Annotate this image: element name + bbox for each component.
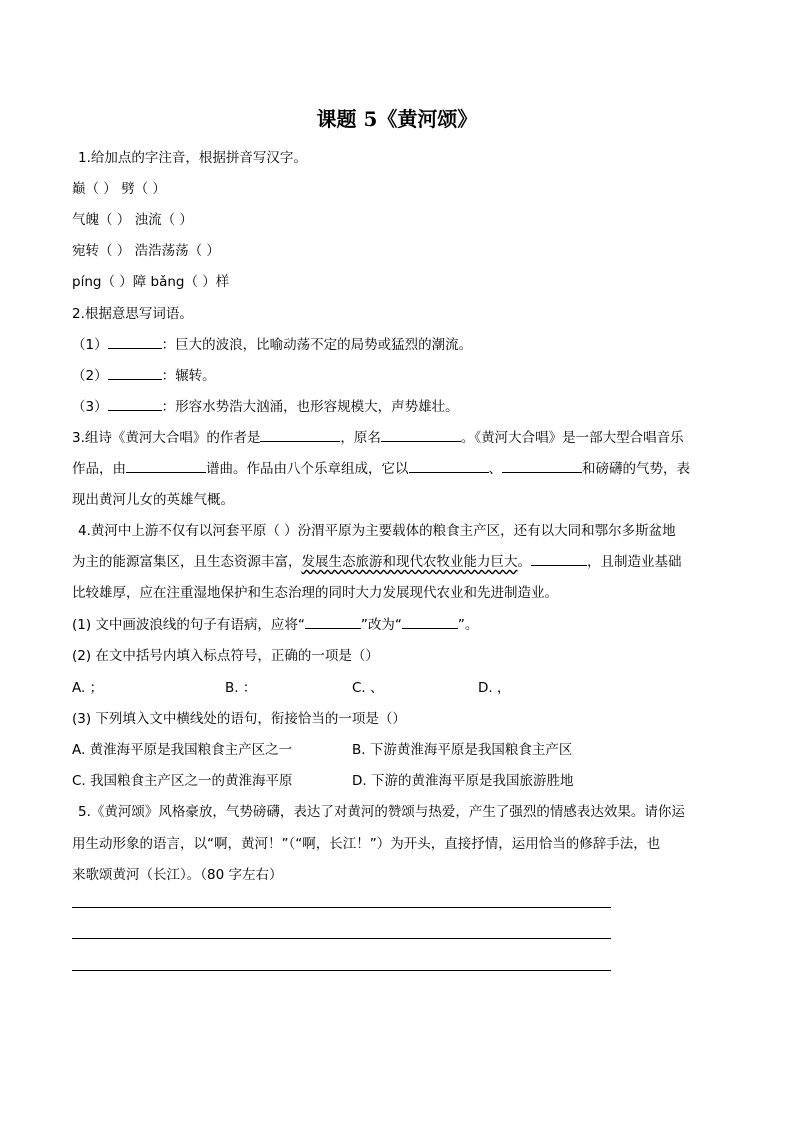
- q5-line-2: 用生动形象的语言，以“啊，黄河！”（“啊，长江！”）为开头，直接抒情，运用恰当的修辞手法，也: [72, 836, 661, 852]
- answer-blank[interactable]: [126, 460, 206, 473]
- q1-row2: 气魄（ ） 浊流（ ）: [72, 212, 193, 228]
- q2-item-2-text: ：辗转。: [161, 368, 216, 384]
- answer-blank[interactable]: [108, 367, 162, 380]
- answer-blank[interactable]: [108, 398, 162, 411]
- q1-row1: 巅（ ） 劈（ ）: [72, 181, 166, 197]
- option-d: D. 下游的黄淮海平原是我国旅游胜地: [352, 773, 574, 789]
- q3-line-2: [72, 457, 690, 477]
- q3-line-1: [72, 426, 684, 446]
- q4-line-3: 比较雄厚，应在注重湿地保护和生态治理的同时大力发展现代农业和先进制造业。: [72, 585, 558, 601]
- q5-line-3: 来歌颂黄河（长江）。（80 字左右）: [72, 867, 283, 883]
- answer-blank[interactable]: [108, 336, 162, 349]
- q3-text: 3.组诗《黄河大合唱》的作者是: [72, 430, 261, 446]
- q3-line-3: 现出黄河儿女的英雄气概。: [72, 492, 234, 508]
- q1-stem: 1.给加点的字注音，根据拼音写汉字。: [78, 150, 307, 166]
- q3-text: ，原名: [340, 430, 381, 446]
- q3-text: 谱曲。作品由八个乐章组成，它以: [206, 461, 409, 477]
- q4-text: 。: [517, 554, 531, 570]
- q4-sub-2: (2) 在文中括号内填入标点符号，正确的一项是（）: [72, 648, 379, 664]
- answer-blank[interactable]: [305, 616, 361, 629]
- q1-row3: 宛转（ ） 浩浩荡荡（ ）: [72, 243, 220, 259]
- q2-item-1-num: （1）: [72, 337, 108, 353]
- answer-blank[interactable]: [381, 429, 461, 442]
- option-c: C. 我国粮食主产区之一的黄淮海平原: [72, 773, 293, 789]
- q1-row4: píng（ ）障 bǎng（ ）样: [72, 274, 230, 290]
- q4-line-2: [72, 550, 682, 570]
- wavy-underlined-sentence: 发展生态旅游和现代农牧业能力巨大: [301, 554, 518, 570]
- q2-stem: 2.根据意思写词语。: [72, 306, 193, 322]
- answer-blank[interactable]: [502, 460, 582, 473]
- answer-line[interactable]: [72, 907, 611, 908]
- q4-sub-1: [72, 613, 478, 633]
- q4-line-1: 4.黄河中上游不仅有以河套平原（ ）汾渭平原为主要载体的粮食主产区，还有以大同和鄂尔多斯盆地: [78, 523, 676, 539]
- option-a: A. ；: [72, 680, 104, 696]
- q5-line-1: 5.《黄河颂》风格豪放，气势磅礴，表达了对黄河的赞颂与热爱，产生了强烈的情感表达效果。请你运: [78, 804, 685, 820]
- option-d: D. ，: [478, 680, 511, 696]
- q4-sub-3: (3) 下列填入文中横线处的语句，衔接恰当的一项是（）: [72, 711, 406, 727]
- q4-text: ”改为“: [360, 617, 402, 633]
- answer-blank[interactable]: [402, 616, 458, 629]
- answer-blank[interactable]: [260, 429, 340, 442]
- answer-line[interactable]: [72, 938, 611, 939]
- q2-item-2-num: （2）: [72, 368, 108, 384]
- q4-text: 为主的能源富集区，且生态资源丰富，: [72, 554, 302, 570]
- q2-item-1-text: ：巨大的波浪，比喻动荡不定的局势或猛烈的潮流。: [161, 337, 473, 353]
- q3-text: 作品，由: [72, 461, 126, 477]
- page-title: 课题 5《黄河颂》: [316, 107, 478, 131]
- q4-text: ，且制造业基础: [587, 554, 682, 570]
- answer-blank[interactable]: [409, 460, 489, 473]
- q2-item-3-num: （3）: [72, 399, 108, 415]
- q2-item-3: [72, 395, 459, 415]
- option-c: C. 、: [352, 680, 384, 696]
- q4-text: (1) 文中画波浪线的句子有语病，应将“: [72, 617, 305, 633]
- q3-text: 和磅礴的气势，表: [582, 461, 690, 477]
- q4-text: ”。: [457, 617, 479, 633]
- option-a: A. 黄淮海平原是我国粮食主产区之一: [72, 742, 293, 758]
- q3-text: 、: [488, 461, 502, 477]
- answer-blank[interactable]: [531, 553, 587, 566]
- q2-item-2: [72, 364, 216, 384]
- answer-line[interactable]: [72, 970, 611, 971]
- q2-item-3-text: ：形容水势浩大汹涌，也形容规模大，声势雄壮。: [161, 399, 459, 415]
- option-b: B. ：: [225, 680, 257, 696]
- option-b: B. 下游黄淮海平原是我国粮食主产区: [352, 742, 573, 758]
- q2-item-1: [72, 333, 472, 353]
- q3-text: 。《黄河大合唱》是一部大型合唱音乐: [460, 430, 684, 446]
